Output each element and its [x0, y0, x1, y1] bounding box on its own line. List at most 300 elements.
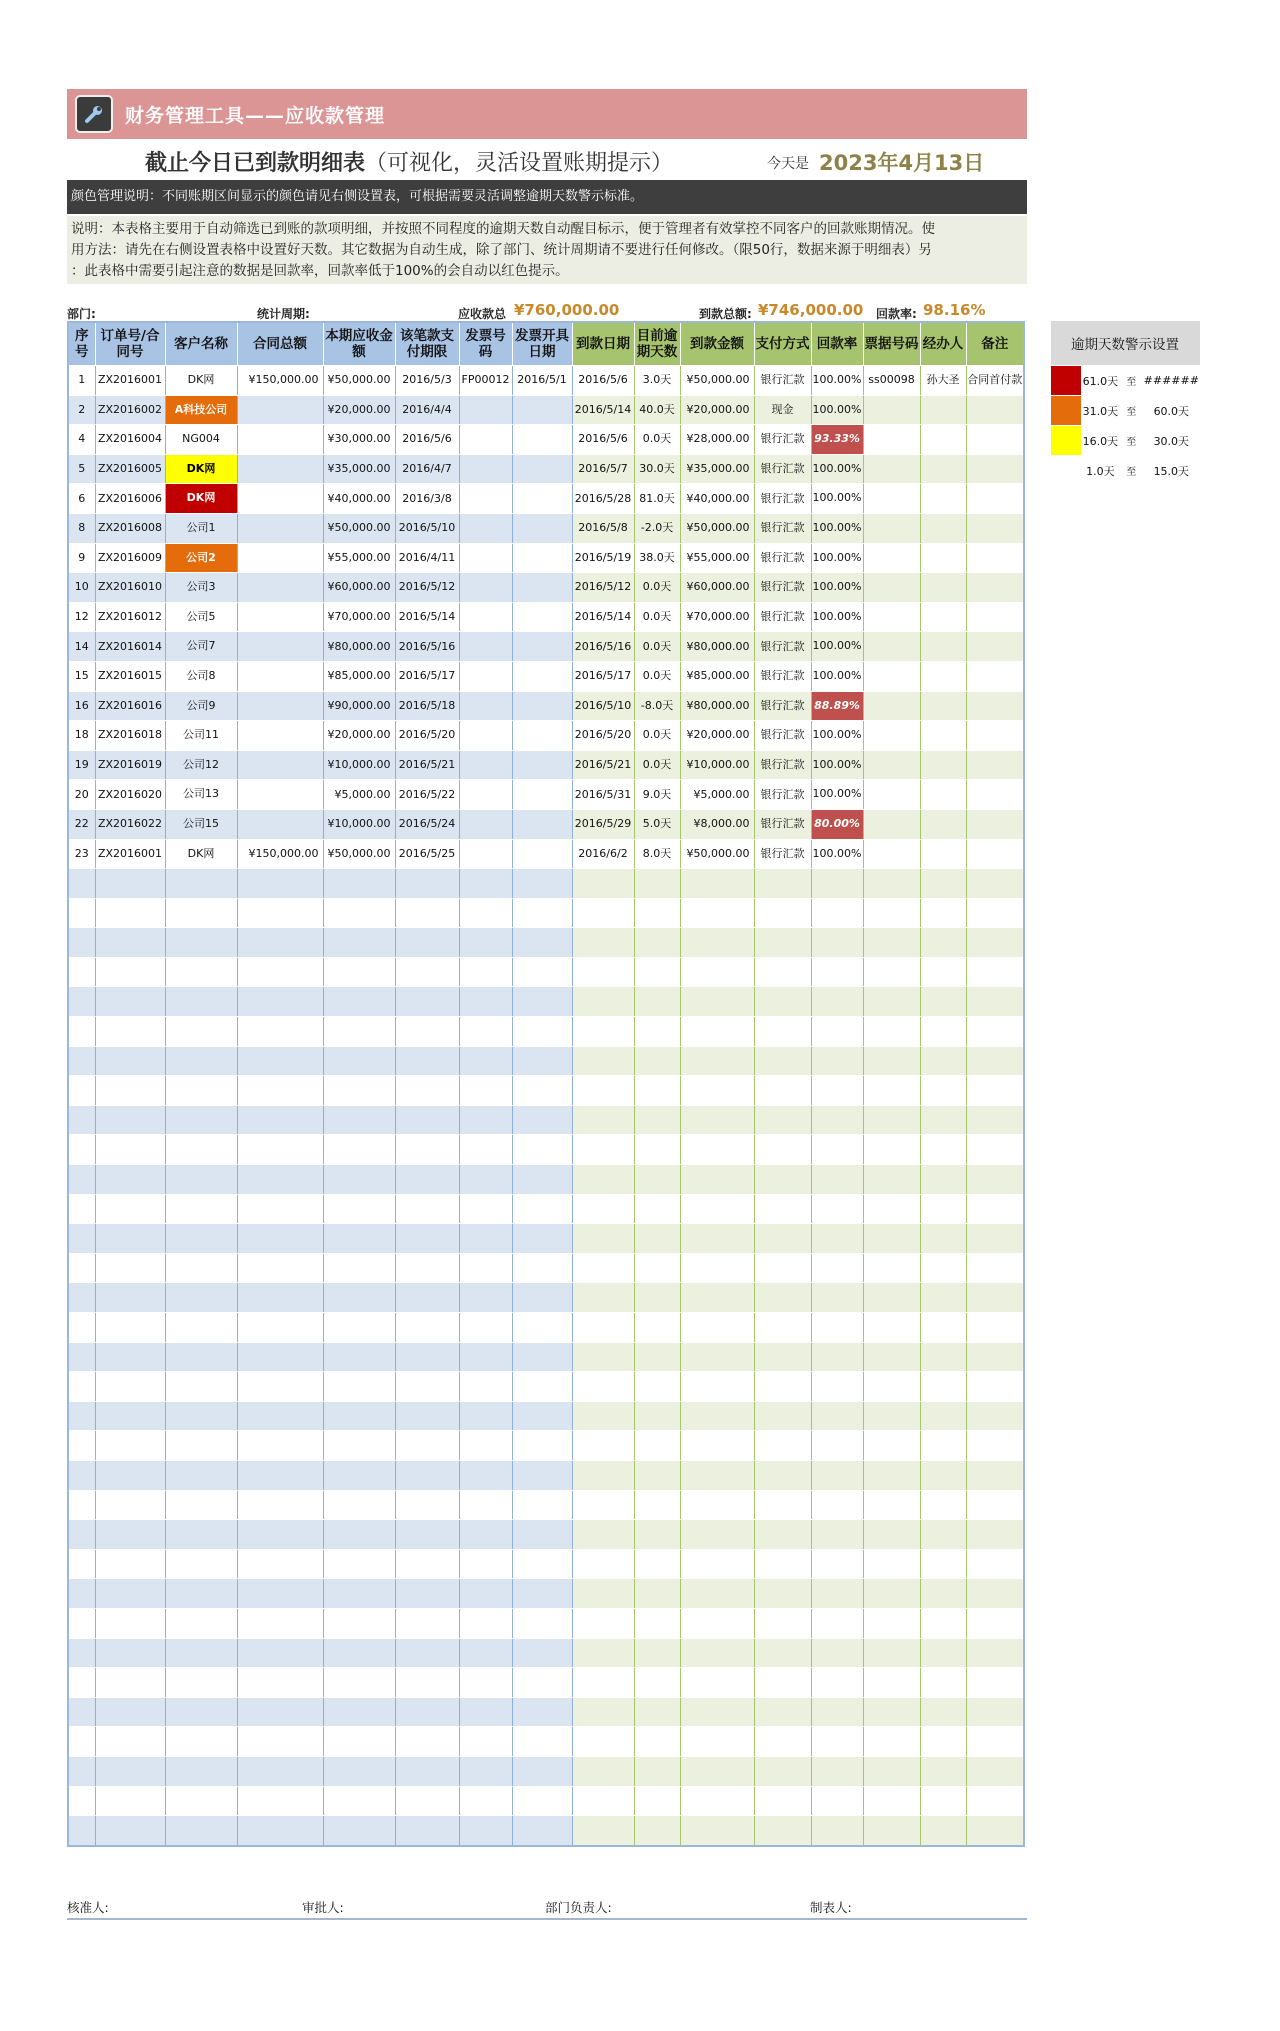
- table-cell[interactable]: 23: [68, 839, 95, 869]
- table-cell[interactable]: ¥50,000.00: [323, 839, 395, 869]
- table-cell[interactable]: 9.0天: [634, 780, 680, 810]
- table-cell[interactable]: [459, 1727, 512, 1757]
- table-cell[interactable]: [95, 1697, 165, 1727]
- table-cell[interactable]: [966, 1076, 1024, 1106]
- table-cell[interactable]: ¥60,000.00: [323, 573, 395, 603]
- table-cell[interactable]: [863, 869, 920, 899]
- table-cell[interactable]: [920, 1076, 966, 1106]
- table-cell[interactable]: [237, 1253, 323, 1283]
- table-cell[interactable]: 银行汇款: [754, 454, 811, 484]
- table-cell[interactable]: [323, 1816, 395, 1846]
- table-cell[interactable]: [634, 1224, 680, 1254]
- table-cell[interactable]: [863, 721, 920, 751]
- table-cell[interactable]: [863, 513, 920, 543]
- table-cell[interactable]: [863, 957, 920, 987]
- table-cell[interactable]: [572, 928, 634, 958]
- legend-color-swatch[interactable]: [1051, 456, 1082, 486]
- table-cell[interactable]: ¥10,000.00: [323, 809, 395, 839]
- table-cell[interactable]: [863, 1401, 920, 1431]
- table-cell[interactable]: [237, 1727, 323, 1757]
- table-cell[interactable]: [95, 1460, 165, 1490]
- table-cell[interactable]: [459, 987, 512, 1017]
- table-cell[interactable]: [237, 513, 323, 543]
- table-cell[interactable]: [754, 1342, 811, 1372]
- table-cell[interactable]: 2016/5/7: [572, 454, 634, 484]
- table-cell[interactable]: [68, 1372, 95, 1402]
- table-cell[interactable]: [920, 1283, 966, 1313]
- table-cell[interactable]: [459, 1816, 512, 1846]
- table-cell[interactable]: [165, 1460, 237, 1490]
- table-cell[interactable]: [680, 987, 754, 1017]
- table-cell[interactable]: [459, 928, 512, 958]
- table-cell[interactable]: [634, 1372, 680, 1402]
- table-cell[interactable]: [395, 1372, 459, 1402]
- table-cell[interactable]: [68, 1638, 95, 1668]
- legend-to[interactable]: 15.0天: [1143, 456, 1199, 486]
- table-cell[interactable]: [165, 1253, 237, 1283]
- table-cell[interactable]: 4: [68, 425, 95, 455]
- table-cell[interactable]: 2016/5/6: [572, 366, 634, 396]
- table-cell[interactable]: 2016/5/14: [395, 602, 459, 632]
- table-cell[interactable]: [323, 1105, 395, 1135]
- table-cell[interactable]: [459, 573, 512, 603]
- table-cell[interactable]: [966, 809, 1024, 839]
- table-cell[interactable]: [920, 1727, 966, 1757]
- table-cell[interactable]: [863, 1520, 920, 1550]
- table-cell[interactable]: [811, 1549, 863, 1579]
- table-cell[interactable]: [165, 454, 237, 484]
- table-cell[interactable]: [323, 1520, 395, 1550]
- table-cell[interactable]: [572, 869, 634, 899]
- table-cell[interactable]: 合同首付款: [966, 366, 1024, 396]
- table-cell[interactable]: [966, 1135, 1024, 1165]
- table-cell[interactable]: [165, 1105, 237, 1135]
- table-cell[interactable]: [237, 1431, 323, 1461]
- table-cell[interactable]: [512, 1697, 572, 1727]
- table-cell[interactable]: [966, 1816, 1024, 1846]
- table-cell[interactable]: [863, 425, 920, 455]
- table-cell[interactable]: [863, 1224, 920, 1254]
- table-cell[interactable]: [966, 425, 1024, 455]
- table-cell[interactable]: [680, 1342, 754, 1372]
- legend-from[interactable]: 61.0天: [1081, 366, 1119, 396]
- table-cell[interactable]: 0.0天: [634, 661, 680, 691]
- table-cell[interactable]: ZX2016019: [95, 750, 165, 780]
- table-cell[interactable]: 2: [68, 395, 95, 425]
- legend-to[interactable]: ######: [1143, 366, 1199, 396]
- table-cell[interactable]: [966, 1313, 1024, 1343]
- table-cell[interactable]: [920, 1608, 966, 1638]
- table-cell[interactable]: ¥150,000.00: [237, 839, 323, 869]
- table-cell[interactable]: ¥85,000.00: [323, 661, 395, 691]
- table-cell[interactable]: [863, 809, 920, 839]
- table-cell[interactable]: [237, 1579, 323, 1609]
- table-cell[interactable]: [323, 1727, 395, 1757]
- table-cell[interactable]: [754, 1668, 811, 1698]
- table-cell[interactable]: [323, 1460, 395, 1490]
- table-cell[interactable]: [459, 1697, 512, 1727]
- table-cell[interactable]: -8.0天: [634, 691, 680, 721]
- table-cell[interactable]: [680, 1549, 754, 1579]
- table-cell[interactable]: [572, 1105, 634, 1135]
- table-cell[interactable]: [165, 839, 237, 869]
- table-cell[interactable]: [165, 425, 237, 455]
- table-cell[interactable]: [920, 721, 966, 751]
- table-cell[interactable]: [754, 1313, 811, 1343]
- table-cell[interactable]: [863, 602, 920, 632]
- table-cell[interactable]: [68, 1253, 95, 1283]
- table-cell[interactable]: ZX2016001: [95, 839, 165, 869]
- table-cell[interactable]: [95, 1342, 165, 1372]
- table-cell[interactable]: [237, 780, 323, 810]
- table-cell[interactable]: [754, 1105, 811, 1135]
- table-cell[interactable]: [323, 1194, 395, 1224]
- table-cell[interactable]: [165, 1431, 237, 1461]
- table-cell[interactable]: [512, 1194, 572, 1224]
- table-cell[interactable]: [512, 1608, 572, 1638]
- table-cell[interactable]: [920, 809, 966, 839]
- table-cell[interactable]: [395, 1046, 459, 1076]
- table-cell[interactable]: ¥40,000.00: [323, 484, 395, 514]
- table-cell[interactable]: [966, 484, 1024, 514]
- table-cell[interactable]: [165, 1490, 237, 1520]
- table-cell[interactable]: [395, 1253, 459, 1283]
- table-cell[interactable]: [920, 1401, 966, 1431]
- table-cell[interactable]: [459, 691, 512, 721]
- table-cell[interactable]: ZX2016010: [95, 573, 165, 603]
- table-cell[interactable]: 2016/5/6: [395, 425, 459, 455]
- table-cell[interactable]: [512, 691, 572, 721]
- table-cell[interactable]: [920, 1520, 966, 1550]
- table-cell[interactable]: [572, 1165, 634, 1195]
- table-cell[interactable]: [966, 957, 1024, 987]
- legend-from[interactable]: 1.0天: [1081, 456, 1119, 486]
- table-cell[interactable]: [863, 1313, 920, 1343]
- table-cell[interactable]: [165, 898, 237, 928]
- table-cell[interactable]: [459, 721, 512, 751]
- table-cell[interactable]: [680, 1135, 754, 1165]
- table-cell[interactable]: 2016/5/29: [572, 809, 634, 839]
- table-cell[interactable]: [95, 1401, 165, 1431]
- table-cell[interactable]: [512, 513, 572, 543]
- table-cell[interactable]: ZX2016005: [95, 454, 165, 484]
- table-cell[interactable]: [634, 957, 680, 987]
- table-cell[interactable]: [512, 928, 572, 958]
- table-cell[interactable]: 2016/5/24: [395, 809, 459, 839]
- table-cell[interactable]: [237, 1668, 323, 1698]
- table-cell[interactable]: [966, 1372, 1024, 1402]
- table-cell[interactable]: [572, 898, 634, 928]
- table-cell[interactable]: 38.0天: [634, 543, 680, 573]
- table-cell[interactable]: [459, 1046, 512, 1076]
- table-cell[interactable]: [512, 632, 572, 662]
- table-cell[interactable]: [754, 1756, 811, 1786]
- table-cell[interactable]: [68, 1520, 95, 1550]
- table-cell[interactable]: [165, 1520, 237, 1550]
- table-cell[interactable]: [920, 691, 966, 721]
- table-cell[interactable]: 3.0天: [634, 366, 680, 396]
- table-cell[interactable]: [572, 1756, 634, 1786]
- table-cell[interactable]: [165, 1372, 237, 1402]
- table-cell[interactable]: 2016/5/20: [572, 721, 634, 751]
- table-cell[interactable]: 银行汇款: [754, 721, 811, 751]
- table-cell[interactable]: ¥50,000.00: [680, 839, 754, 869]
- table-cell[interactable]: [237, 928, 323, 958]
- table-cell[interactable]: 81.0天: [634, 484, 680, 514]
- table-cell[interactable]: [165, 1135, 237, 1165]
- table-cell[interactable]: [863, 1786, 920, 1816]
- table-cell[interactable]: [966, 1756, 1024, 1786]
- table-cell[interactable]: [863, 454, 920, 484]
- table-cell[interactable]: [395, 1668, 459, 1698]
- table-cell[interactable]: ZX2016004: [95, 425, 165, 455]
- table-cell[interactable]: [459, 750, 512, 780]
- table-cell[interactable]: [237, 1490, 323, 1520]
- table-cell[interactable]: [572, 1460, 634, 1490]
- table-cell[interactable]: [395, 1165, 459, 1195]
- table-cell[interactable]: 2016/5/10: [395, 513, 459, 543]
- table-cell[interactable]: [68, 1579, 95, 1609]
- table-cell[interactable]: [459, 1135, 512, 1165]
- table-cell[interactable]: [237, 1372, 323, 1402]
- table-cell[interactable]: [634, 1668, 680, 1698]
- table-cell[interactable]: [920, 1816, 966, 1846]
- table-cell[interactable]: [395, 1520, 459, 1550]
- table-cell[interactable]: [512, 1638, 572, 1668]
- table-cell[interactable]: [95, 1638, 165, 1668]
- table-cell[interactable]: [811, 1756, 863, 1786]
- table-cell[interactable]: [572, 957, 634, 987]
- table-cell[interactable]: [634, 1431, 680, 1461]
- table-cell[interactable]: [459, 484, 512, 514]
- table-cell[interactable]: [966, 691, 1024, 721]
- table-cell[interactable]: [165, 1313, 237, 1343]
- table-cell[interactable]: [95, 1313, 165, 1343]
- table-cell[interactable]: [811, 1727, 863, 1757]
- table-cell[interactable]: [68, 1608, 95, 1638]
- table-cell[interactable]: [165, 1756, 237, 1786]
- table-cell[interactable]: [920, 602, 966, 632]
- table-cell[interactable]: [68, 1283, 95, 1313]
- table-cell[interactable]: [512, 661, 572, 691]
- table-cell[interactable]: [237, 721, 323, 751]
- table-cell[interactable]: [512, 1727, 572, 1757]
- table-cell[interactable]: [165, 395, 237, 425]
- table-cell[interactable]: [512, 1520, 572, 1550]
- table-cell[interactable]: ¥10,000.00: [323, 750, 395, 780]
- table-cell[interactable]: 2016/4/4: [395, 395, 459, 425]
- table-cell[interactable]: [966, 454, 1024, 484]
- table-cell[interactable]: ¥80,000.00: [680, 632, 754, 662]
- table-cell[interactable]: [966, 839, 1024, 869]
- table-cell[interactable]: [237, 1460, 323, 1490]
- table-cell[interactable]: [459, 661, 512, 691]
- table-cell[interactable]: 2016/5/6: [572, 425, 634, 455]
- table-cell[interactable]: [95, 987, 165, 1017]
- table-cell[interactable]: [237, 1756, 323, 1786]
- table-cell[interactable]: [634, 1579, 680, 1609]
- table-cell[interactable]: [811, 1697, 863, 1727]
- table-cell[interactable]: [811, 1313, 863, 1343]
- table-cell[interactable]: ¥8,000.00: [680, 809, 754, 839]
- table-cell[interactable]: [95, 1105, 165, 1135]
- table-cell[interactable]: [811, 1431, 863, 1461]
- table-cell[interactable]: [680, 1460, 754, 1490]
- table-cell[interactable]: [634, 898, 680, 928]
- table-cell[interactable]: [811, 1046, 863, 1076]
- table-cell[interactable]: [572, 987, 634, 1017]
- table-cell[interactable]: [966, 661, 1024, 691]
- table-cell[interactable]: [680, 1165, 754, 1195]
- table-cell[interactable]: [459, 1756, 512, 1786]
- table-cell[interactable]: [863, 839, 920, 869]
- table-cell[interactable]: [863, 1017, 920, 1047]
- table-cell[interactable]: ZX2016002: [95, 395, 165, 425]
- table-cell[interactable]: [811, 1579, 863, 1609]
- table-cell[interactable]: [237, 1549, 323, 1579]
- table-cell[interactable]: [459, 454, 512, 484]
- table-cell[interactable]: [754, 1786, 811, 1816]
- table-cell[interactable]: [95, 1194, 165, 1224]
- table-cell[interactable]: [572, 1816, 634, 1846]
- table-cell[interactable]: [680, 1668, 754, 1698]
- table-cell[interactable]: [572, 1549, 634, 1579]
- table-cell[interactable]: [920, 987, 966, 1017]
- table-cell[interactable]: [920, 573, 966, 603]
- table-cell[interactable]: [811, 395, 863, 425]
- table-cell[interactable]: [237, 1401, 323, 1431]
- table-cell[interactable]: [459, 898, 512, 928]
- table-cell[interactable]: [754, 1638, 811, 1668]
- table-cell[interactable]: [512, 1668, 572, 1698]
- table-cell[interactable]: [634, 1017, 680, 1047]
- table-cell[interactable]: [863, 1608, 920, 1638]
- table-cell[interactable]: 2016/5/21: [395, 750, 459, 780]
- table-cell[interactable]: [68, 928, 95, 958]
- table-cell[interactable]: [966, 1401, 1024, 1431]
- table-cell[interactable]: 银行汇款: [754, 809, 811, 839]
- table-cell[interactable]: ZX2016014: [95, 632, 165, 662]
- table-cell[interactable]: [459, 1105, 512, 1135]
- table-cell[interactable]: [395, 1608, 459, 1638]
- table-cell[interactable]: [680, 1017, 754, 1047]
- table-cell[interactable]: [863, 1727, 920, 1757]
- table-cell[interactable]: [165, 957, 237, 987]
- table-cell[interactable]: [634, 1342, 680, 1372]
- table-cell[interactable]: [920, 1105, 966, 1135]
- table-cell[interactable]: [512, 1372, 572, 1402]
- table-cell[interactable]: [323, 928, 395, 958]
- table-cell[interactable]: [512, 1490, 572, 1520]
- table-cell[interactable]: [95, 928, 165, 958]
- table-cell[interactable]: [572, 1401, 634, 1431]
- table-cell[interactable]: [459, 1608, 512, 1638]
- table-cell[interactable]: [634, 1135, 680, 1165]
- table-cell[interactable]: [754, 1460, 811, 1490]
- table-cell[interactable]: [323, 987, 395, 1017]
- table-cell[interactable]: [572, 1017, 634, 1047]
- table-cell[interactable]: 1: [68, 366, 95, 396]
- table-cell[interactable]: [754, 1165, 811, 1195]
- table-cell[interactable]: [459, 1431, 512, 1461]
- table-cell[interactable]: [634, 1165, 680, 1195]
- table-cell[interactable]: [920, 1786, 966, 1816]
- table-cell[interactable]: [863, 1549, 920, 1579]
- table-cell[interactable]: [920, 484, 966, 514]
- table-cell[interactable]: 银行汇款: [754, 780, 811, 810]
- table-cell[interactable]: [165, 1165, 237, 1195]
- table-cell[interactable]: 银行汇款: [754, 602, 811, 632]
- table-cell[interactable]: [966, 1786, 1024, 1816]
- table-cell[interactable]: [634, 1194, 680, 1224]
- table-cell[interactable]: [95, 1786, 165, 1816]
- table-cell[interactable]: [95, 1431, 165, 1461]
- table-cell[interactable]: [512, 1105, 572, 1135]
- table-cell[interactable]: [920, 839, 966, 869]
- table-cell[interactable]: 5.0天: [634, 809, 680, 839]
- table-cell[interactable]: [863, 1668, 920, 1698]
- table-cell[interactable]: [95, 1549, 165, 1579]
- table-cell[interactable]: ¥70,000.00: [680, 602, 754, 632]
- table-cell[interactable]: [966, 1638, 1024, 1668]
- table-cell[interactable]: [634, 1727, 680, 1757]
- table-cell[interactable]: [459, 1549, 512, 1579]
- table-cell[interactable]: ¥30,000.00: [323, 425, 395, 455]
- table-cell[interactable]: [459, 1076, 512, 1106]
- table-cell[interactable]: [165, 1608, 237, 1638]
- table-cell[interactable]: [680, 1401, 754, 1431]
- table-cell[interactable]: [459, 1017, 512, 1047]
- table-cell[interactable]: [863, 928, 920, 958]
- table-cell[interactable]: [863, 1076, 920, 1106]
- table-cell[interactable]: [811, 721, 863, 751]
- table-cell[interactable]: [754, 1372, 811, 1402]
- table-cell[interactable]: [323, 1490, 395, 1520]
- table-cell[interactable]: [754, 1697, 811, 1727]
- table-cell[interactable]: [920, 1549, 966, 1579]
- table-cell[interactable]: [323, 1638, 395, 1668]
- table-cell[interactable]: [512, 1579, 572, 1609]
- table-cell[interactable]: 2016/4/7: [395, 454, 459, 484]
- table-cell[interactable]: [237, 602, 323, 632]
- table-cell[interactable]: [634, 1549, 680, 1579]
- table-cell[interactable]: [68, 1135, 95, 1165]
- table-cell[interactable]: ss00098: [863, 366, 920, 396]
- table-cell[interactable]: [754, 1283, 811, 1313]
- table-cell[interactable]: [863, 573, 920, 603]
- table-cell[interactable]: [634, 987, 680, 1017]
- table-cell[interactable]: [68, 1668, 95, 1698]
- table-cell[interactable]: [165, 661, 237, 691]
- table-cell[interactable]: [395, 898, 459, 928]
- table-cell[interactable]: ¥80,000.00: [680, 691, 754, 721]
- table-cell[interactable]: [323, 1668, 395, 1698]
- table-cell[interactable]: [754, 928, 811, 958]
- table-cell[interactable]: [811, 1520, 863, 1550]
- table-cell[interactable]: [165, 1076, 237, 1106]
- table-cell[interactable]: [966, 543, 1024, 573]
- table-cell[interactable]: [95, 1756, 165, 1786]
- table-cell[interactable]: 18: [68, 721, 95, 751]
- table-cell[interactable]: 2016/5/19: [572, 543, 634, 573]
- table-cell[interactable]: [459, 1401, 512, 1431]
- table-cell[interactable]: [237, 395, 323, 425]
- table-cell[interactable]: 0.0天: [634, 602, 680, 632]
- table-cell[interactable]: 2016/5/10: [572, 691, 634, 721]
- table-cell[interactable]: [680, 898, 754, 928]
- table-cell[interactable]: [237, 1105, 323, 1135]
- table-cell[interactable]: [811, 809, 863, 839]
